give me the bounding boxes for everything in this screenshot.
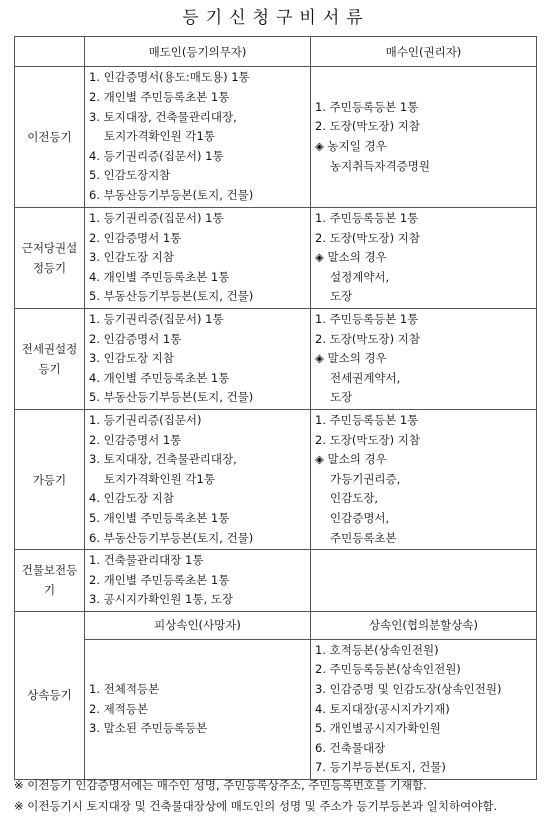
table-row xyxy=(15,208,537,309)
list-item: 3. 토지대장, 건축물관리대장, xyxy=(89,452,237,467)
list-item: 2. 개인별 주민등록초본 1통 xyxy=(89,572,230,587)
footnote: ※ 이전등기시 토지대장 및 건축물대장상에 매도인의 성명 및 주소가 등기부등본과 일치하여야함. xyxy=(14,799,498,813)
list-item: 1. 주민등록등본 1통 xyxy=(315,211,419,225)
list-item: 2. 도장(막도장) 지참 xyxy=(315,119,421,134)
corner-cell xyxy=(15,37,85,67)
list-item: 2. 인감증명서 1통 xyxy=(89,230,182,245)
list-item: 1. 건축물관리대장 1통 xyxy=(89,553,204,568)
list-item: 7. 등기부등본(토지, 건물) xyxy=(315,760,446,775)
documents-table xyxy=(14,36,537,780)
inheritance-header-row xyxy=(15,611,537,639)
table-row xyxy=(15,550,537,612)
buyer-documents xyxy=(311,550,537,612)
list-item: 5. 개인별공시지가확인원 xyxy=(315,721,441,736)
list-item: 1. 등기권리증(집문서) xyxy=(89,412,202,427)
list-item: 설정계약서, xyxy=(330,269,390,284)
list-item: 4. 토지대장(공시지가기재) xyxy=(315,701,450,716)
table-header-row xyxy=(15,37,537,67)
list-item: 3. 공시지가확인원 1통, 도장 xyxy=(89,592,233,607)
buyer-documents xyxy=(311,67,537,208)
buyer-documents xyxy=(311,308,537,409)
list-item: 토지가격확인원 각1통 xyxy=(104,471,215,486)
list-item: 6. 부동산등기부등본(토지, 건물) xyxy=(89,187,254,202)
page-title: 등기신청구비서류 xyxy=(182,8,370,28)
list-item: 토지가격확인원 각1통 xyxy=(104,129,215,144)
list-item: 인감증명서, xyxy=(330,510,390,525)
footnote: ※ 이전등기 인감증명서에는 매수인 성명, 주민등록상주소, 주민등록번호를 기재함. xyxy=(14,778,427,792)
list-item: 1. 주민등록등본 1통 xyxy=(315,412,419,427)
list-item: 인감도장, xyxy=(330,491,379,506)
row-category: 상속등기 xyxy=(15,611,85,779)
row-category: 근저당권설정등기 xyxy=(15,208,85,309)
seller-documents xyxy=(85,208,311,309)
list-item: 4. 개인별 주민등록초본 1통 xyxy=(89,370,230,385)
table-row xyxy=(15,409,537,549)
seller-header: 매도인(등기의무자) xyxy=(85,37,311,67)
list-item: 5. 부동산등기부등본(토지, 건물) xyxy=(89,289,254,304)
list-item: 도장 xyxy=(330,390,353,405)
list-item: 1. 호적등본(상속인전원) xyxy=(315,642,439,657)
heir-documents xyxy=(311,639,537,779)
footnotes xyxy=(14,775,544,817)
row-category: 이전등기 xyxy=(15,67,85,208)
list-item: 2. 도장(막도장) 지참 xyxy=(315,230,421,245)
table-row xyxy=(15,308,537,409)
list-item: 도장 xyxy=(330,289,353,304)
buyer-header: 매수인(권리자) xyxy=(311,37,537,67)
list-item: 1. 전체적등본 xyxy=(89,682,160,697)
list-item: 2. 제적등본 xyxy=(89,701,149,716)
list-item: 6. 부동산등기부등본(토지, 건물) xyxy=(89,530,254,545)
list-item: 3. 말소된 주민등록등본 xyxy=(89,721,208,736)
list-item: 6. 건축물대장 xyxy=(315,740,386,755)
row-category: 건물보전등기 xyxy=(15,550,85,612)
list-item: 2. 개인별 주민등록초본 1통 xyxy=(89,90,230,105)
list-item: 4. 인감도장 지참 xyxy=(89,491,174,506)
list-item: 3. 토지대장, 건축물관리대장, xyxy=(89,109,237,124)
list-item: 5. 개인별 주민등록초본 1통 xyxy=(89,510,230,525)
table-row xyxy=(15,67,537,208)
seller-documents xyxy=(85,550,311,612)
list-item: 4. 개인별 주민등록초본 1통 xyxy=(89,269,230,284)
list-item: 3. 인감도장 지참 xyxy=(89,351,174,366)
list-item: 가등기권리증, xyxy=(330,471,401,486)
list-item: 2. 도장(막도장) 지참 xyxy=(315,331,421,346)
list-item: 3. 인감증명 및 인감도장(상속인전원) xyxy=(315,682,502,697)
list-item: ◈ 말소의 경우 xyxy=(315,250,387,265)
list-item: 주민등록초본 xyxy=(330,530,397,545)
seller-documents xyxy=(85,67,311,208)
list-item: 1. 주민등록등본 1통 xyxy=(315,99,419,114)
seller-documents xyxy=(85,308,311,409)
deceased-documents xyxy=(85,639,311,779)
list-item: 2. 인감증명서 1통 xyxy=(89,331,182,346)
row-category: 전세권설정등기 xyxy=(15,308,85,409)
heir-header: 상속인(협의분할상속) xyxy=(311,611,537,639)
deceased-header: 피상속인(사망자) xyxy=(85,611,311,639)
list-item: 5. 부동산등기부등본(토지, 건물) xyxy=(89,390,254,405)
list-item: 3. 인감도장 지참 xyxy=(89,250,174,265)
list-item: 1. 인감증명서(용도:매도용) 1통 xyxy=(89,70,250,85)
list-item: 2. 도장(막도장) 지참 xyxy=(315,432,421,447)
list-item: ◈ 농지일 경우 xyxy=(315,139,387,153)
list-item: 1. 등기권리증(집문서) 1통 xyxy=(89,311,224,326)
list-item: 1. 주민등록등본 1통 xyxy=(315,311,419,326)
list-item: ◈ 말소의 경우 xyxy=(315,452,387,467)
list-item: 5. 인감도장지참 xyxy=(89,168,171,183)
buyer-documents xyxy=(311,409,537,549)
list-item: 2. 인감증명서 1통 xyxy=(89,432,182,447)
row-category: 가등기 xyxy=(15,409,85,549)
list-item: 2. 주민등록등본(상속인전원) xyxy=(315,662,461,677)
list-item: 1. 등기권리증(집문서) 1통 xyxy=(89,211,224,225)
list-item: 4. 등기권리증(집문서) 1통 xyxy=(89,148,224,163)
list-item: ◈ 말소의 경우 xyxy=(315,351,387,366)
list-item: 농지취득자격증명원 xyxy=(330,158,430,173)
table-row xyxy=(15,639,537,779)
list-item: 전세권계약서, xyxy=(330,370,401,385)
seller-documents xyxy=(85,409,311,549)
buyer-documents xyxy=(311,208,537,309)
